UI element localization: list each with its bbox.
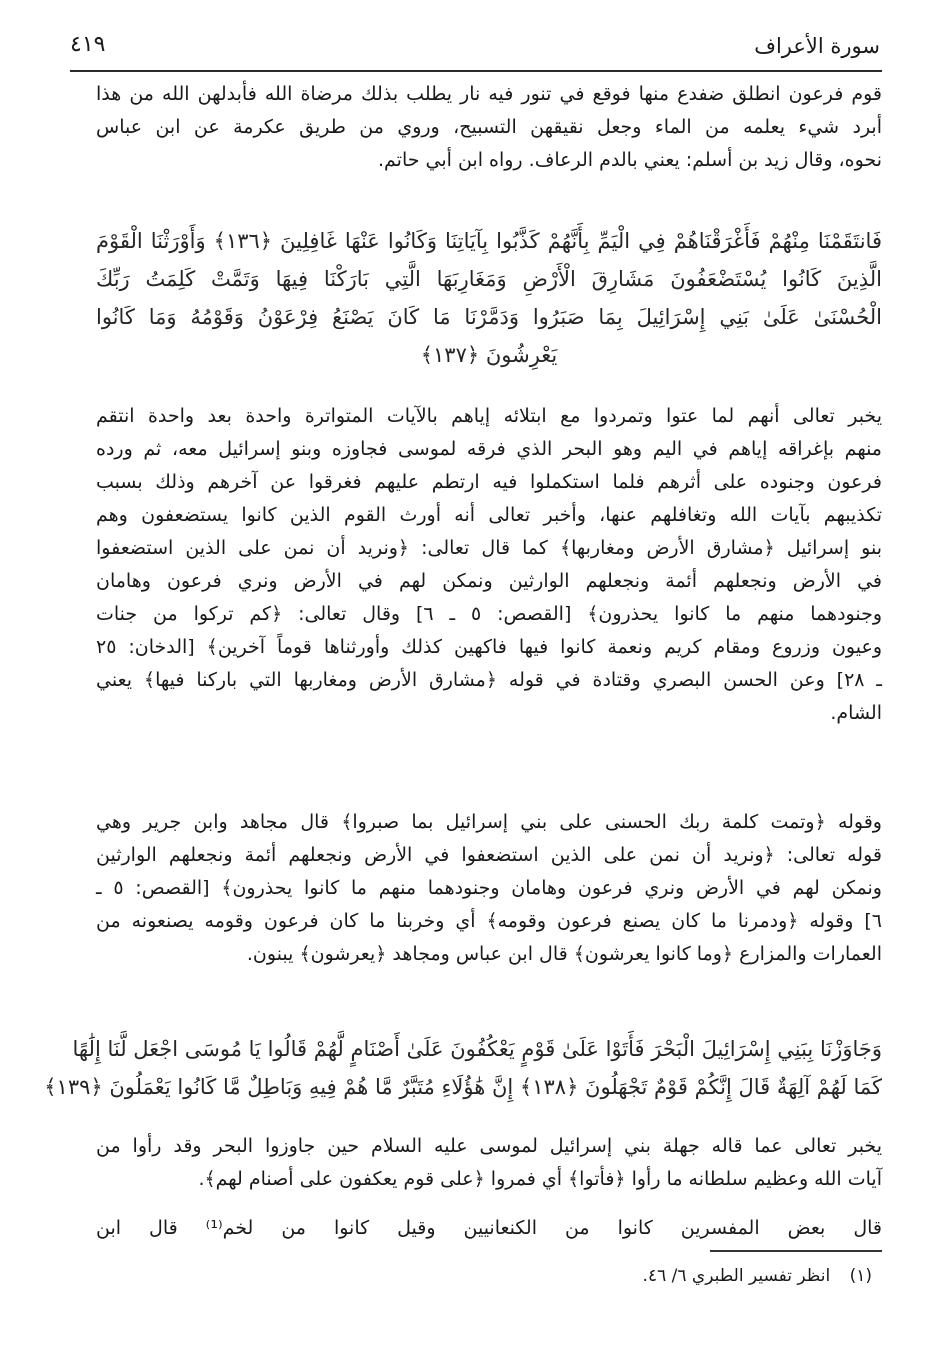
quran-verse-1 [96,222,882,374]
text-line: منهم بإغراقه إياهم في اليم وهو البحر الذي فرقه لموسى فجاوزه وبنو إسرائيل معه، ثم ورده [96,438,882,460]
paragraph-3 [96,806,882,971]
paragraph-5 [96,1212,882,1245]
text-line: قوم فرعون انطلق ضفدع منها فوقع في تنور فيه نار يطلب بذلك مرضاة الله فأبدلهن الله من هذا [96,83,882,105]
verse-line: وَجَاوَزْنَا بِبَنِي إِسْرَائِيلَ الْبَحْرَ فَأَتَوْا عَلَىٰ قَوْمٍ يَعْكُفُونَ عَلَىٰ أَصْنَامٍ لَّهُمْ قَالُوا يَا مُوسَى اجْعَل لَّنَا إِلَٰهًا [72,1037,882,1061]
header-rule [70,70,882,72]
verse-line: الَّذِينَ كَانُوا يُسْتَضْعَفُونَ مَشَارِقَ الْأَرْضِ وَمَغَارِبَهَا الَّتِي بَارَكْنَا فِيهَا وَتَمَّتْ كَلِمَتُ رَبِّكَ [96,267,882,291]
footnote-rule [710,1250,882,1252]
verse-line: فَانتَقَمْنَا مِنْهُمْ فَأَغْرَقْنَاهُمْ فِي الْيَمِّ بِأَنَّهُمْ كَذَّبُوا بِآيَاتِنَا وَكَانُوا عَنْهَا غَافِلِينَ ﴿١٣٦﴾ وَأَوْرَثْنَا الْقَوْمَ [96,229,882,253]
text-line: قال بعض المفسرين كانوا من الكنعانيين وقيل كانوا من لخم⁽¹⁾ قال ابن [96,1217,882,1239]
text-line: الشام. [830,702,882,724]
verse-line: يَعْرِشُونَ ﴿١٣٧﴾ [420,343,558,367]
text-line: وقوله ﴿وتمت كلمة ربك الحسنى على بني إسرائيل بما صبروا﴾ قال مجاهد وابن جرير وهي [96,811,882,833]
text-line: يخبر تعالى عما قاله جهلة بني إسرائيل لموسى عليه السلام حين جاوزوا البحر وقد رأوا من [96,1135,882,1157]
verse-line: الْحُسْنَىٰ عَلَىٰ بَنِي إِسْرَائِيلَ بِمَا صَبَرُوا وَدَمَّرْنَا مَا كَانَ يَصْنَعُ فِرْعَوْنُ وَقَوْمُهُ وَمَا كَانُوا [96,305,882,329]
text-line: في الأرض ونجعلهم أئمة ونجعلهم الوارثين ونمكن لهم في الأرض ونري فرعون وهامان [96,570,882,592]
text-line: فرعون وجنوده على أثرهم فلما استكملوا فيه ارتطم عليهم فغرقوا عن آخرهم وذلك بسبب [96,471,882,493]
text-line: ـ ٢٨] وعن الحسن البصري وقتادة في قوله ﴿مشارق الأرض ومغاربها التي باركنا فيها﴾ يعني [96,669,882,691]
text-line: يخبر تعالى أنهم لما عتوا وتمردوا مع ابتلائه إياهم بالآيات المتواترة واحدة بعد واحدة انتقم [96,405,882,427]
surah-title: سورة الأعراف [754,34,880,58]
text-line: ٦] وقوله ﴿ودمرنا ما كان يصنع فرعون وقومه﴾ أي وخربنا ما كان فرعون وقومه يصنعونه من [96,910,882,932]
text-line: قوله تعالى: ﴿ونريد أن نمن على الذين استضعفوا في الأرض ونجعلهم أئمة ونجعلهم الوارثين [96,844,882,866]
text-line: نحوه، وقال زيد بن أسلم: يعني بالدم الرعاف. رواه ابن أبي حاتم. [377,149,882,171]
text-line: ونمكن لهم في الأرض ونري فرعون وهامان وجنودهما منهم ما كانوا يحذرون﴾ [القصص: ٥ ـ [96,877,882,899]
footnote-text: انظر تفسير الطبري ٦/ ٤٦. [642,1266,831,1286]
text-line: وعيون وزروع ومقام كريم ونعمة كانوا فيها فاكهين كذلك وأورثناها قوماً آخرين﴾ [الدخان: ٢٥ [96,636,882,658]
paragraph-2 [96,400,882,730]
page-header [70,30,880,66]
paragraph-1 [96,78,882,177]
text-line: آيات الله وعظيم سلطانه ما رأوا ﴿فأتوا﴾ أي فمروا ﴿على قوم يعكفون على أصنام لهم﴾. [198,1168,882,1190]
verse-line: كَمَا لَهُمْ آلِهَةٌ قَالَ إِنَّكُمْ قَوْمٌ تَجْهَلُونَ ﴿١٣٨﴾ إِنَّ هَٰؤُلَاءِ مُتَبَّرٌ مَّا هُمْ فِيهِ وَبَاطِلٌ مَّا كَانُوا يَعْمَلُونَ ﴿١٣٩﴾ [44,1075,882,1099]
paragraph-4 [96,1130,882,1196]
footnote-number: (١) [849,1266,872,1286]
text-line: تكذيبهم بآيات الله وتغافلهم عنها، وأخبر تعالى أنه أورث القوم الذين كانوا يستضعفون وهم [96,504,882,526]
quran-verse-2 [44,1030,882,1106]
footnote [452,1262,872,1290]
text-line: العمارات والمزارع ﴿وما كانوا يعرشون﴾ قال ابن عباس ومجاهد ﴿يعرشون﴾ يبنون. [246,943,882,965]
text-line: وجنودهما منهم ما كانوا يحذرون﴾ [القصص: ٥ ـ ٦] وقال تعالى: ﴿كم تركوا من جنات [96,603,882,625]
page-number: ٤١٩ [70,32,106,57]
text-line: بنو إسرائيل ﴿مشارق الأرض ومغاربها﴾ كما قال تعالى: ﴿ونريد أن نمن على الذين استضعفوا [96,537,882,559]
text-line: أبرد شيء يعلمه من الماء وجعل نقيقهن التسبيح، وروي من طريق عكرمة عن ابن عباس [96,116,882,138]
